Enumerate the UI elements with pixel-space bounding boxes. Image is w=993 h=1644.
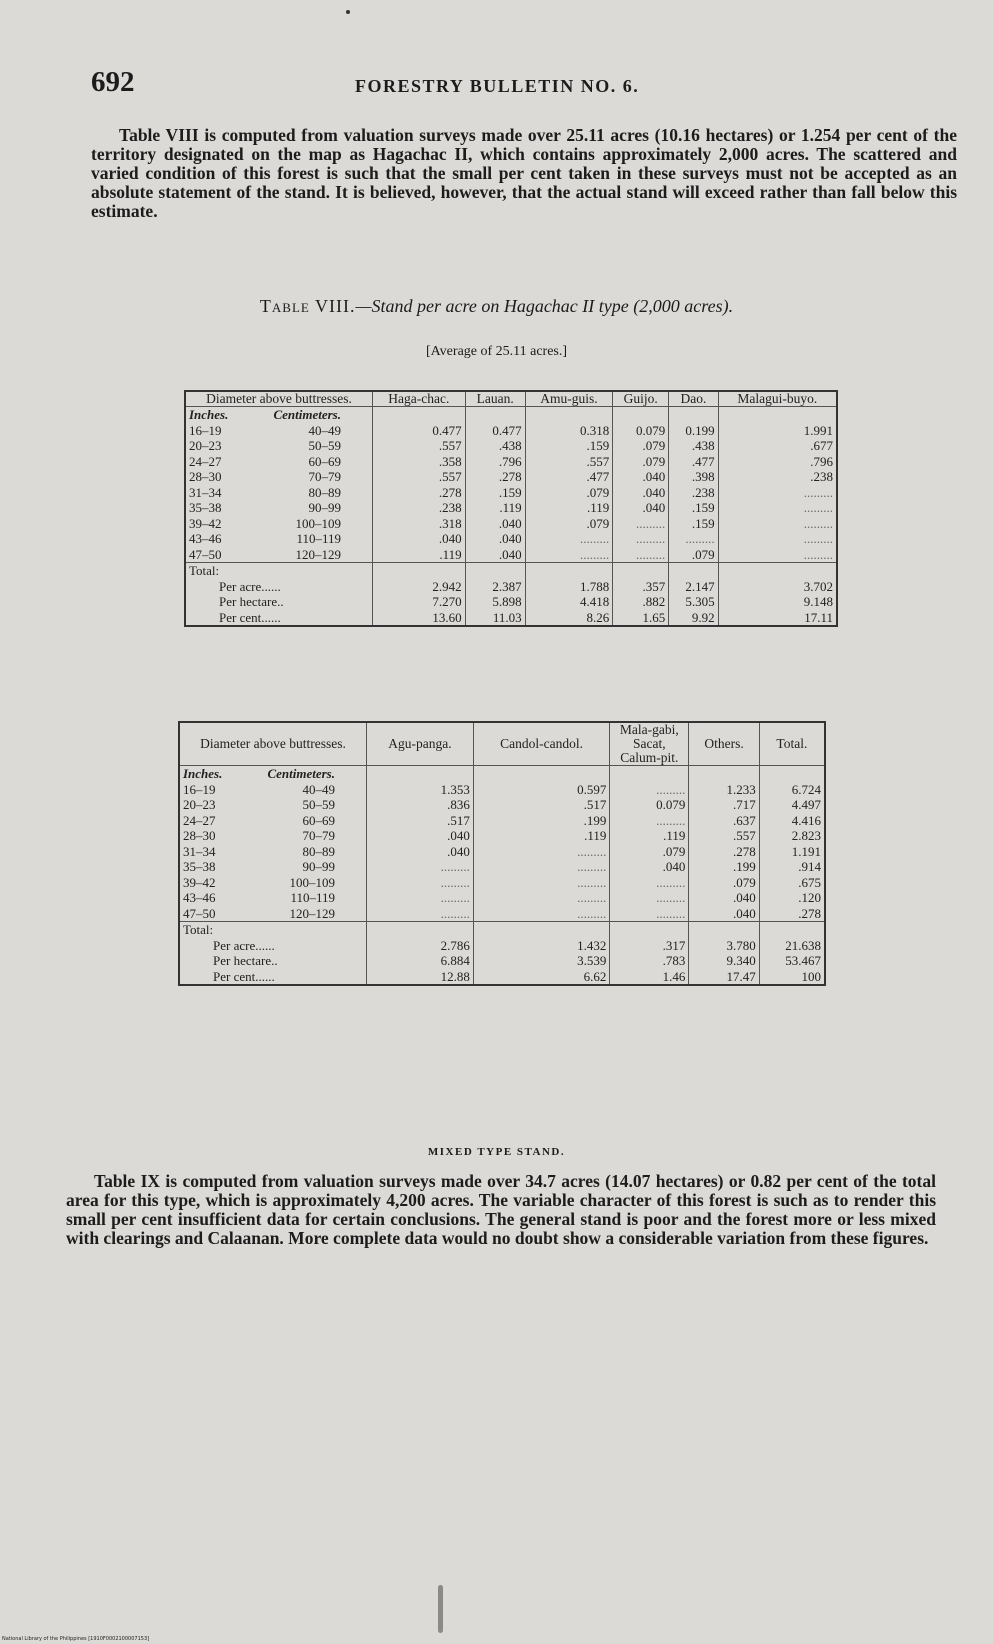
- diameter-inches: 47–50: [183, 905, 216, 921]
- cell-spacer: [613, 922, 685, 938]
- inches-unit: Inches.: [189, 407, 229, 422]
- diameter-inches: 20–23: [189, 438, 222, 453]
- table-cell: .079: [586, 484, 610, 500]
- total-label: Total:: [183, 922, 214, 937]
- section-heading: MIXED TYPE STAND.: [427, 1146, 566, 1158]
- cell-spacer: [477, 766, 606, 782]
- table-cell: .079: [642, 438, 666, 453]
- diameter-row: [189, 485, 369, 501]
- table-cell: .238: [438, 500, 462, 515]
- diameter-row: [183, 797, 363, 813]
- leader-dots: .........: [577, 890, 607, 905]
- total-cell: 2.387: [492, 578, 522, 594]
- species-header: Mala-gabi, Sacat, Calum-pit.: [610, 722, 689, 766]
- table-cell: .119: [499, 500, 522, 515]
- diameter-row: [189, 423, 369, 439]
- table-cell: .079: [691, 546, 715, 562]
- table-cell: .398: [691, 469, 715, 484]
- species-header: Haga-chac.: [373, 391, 466, 407]
- table-cell: .358: [438, 453, 462, 469]
- cell-spacer: [376, 407, 462, 423]
- total-cell: .882: [642, 594, 666, 609]
- total-cell: 3.539: [577, 953, 607, 968]
- page-number: 692: [91, 66, 135, 98]
- running-title: FORESTRY BULLETIN NO. 6.: [355, 76, 640, 96]
- leader-dots: .........: [577, 859, 607, 874]
- scan-smudge: [438, 1585, 443, 1633]
- table-cell: 1.353: [440, 781, 470, 797]
- leader-dots: .........: [656, 890, 686, 905]
- table-cell: 0.318: [580, 422, 610, 438]
- species-header: Amu-guis.: [525, 391, 613, 407]
- table-cell: .159: [691, 500, 715, 515]
- cell-spacer: [616, 407, 665, 423]
- diameter-cm: 60–69: [302, 812, 335, 828]
- diameter-inches: 35–38: [183, 859, 216, 874]
- cell-spacer: [616, 563, 665, 579]
- diameter-row: [183, 813, 363, 829]
- diameter-cm: 110–119: [296, 531, 341, 546]
- value-column: [613, 407, 669, 563]
- value-column: [373, 407, 466, 563]
- table-cell: .119: [663, 828, 686, 843]
- table-cell: 1.233: [726, 781, 756, 797]
- leader-dots: .........: [635, 515, 666, 531]
- total-column: [613, 563, 669, 627]
- table-cell: .557: [586, 453, 610, 469]
- table-cell: .477: [586, 469, 610, 484]
- table-cell: .040: [733, 905, 756, 921]
- cell-spacer: [477, 922, 606, 938]
- total-cell: 7.270: [432, 594, 462, 609]
- table-caption: [0, 296, 993, 317]
- total-cell: 6.884: [440, 953, 470, 968]
- leader-dots: .........: [580, 546, 610, 562]
- table-cell: .199: [583, 812, 607, 828]
- diameter-cm: 90–99: [302, 859, 335, 874]
- cell-spacer: [692, 922, 755, 938]
- table-cell: .278: [498, 469, 522, 484]
- total-cell: 8.26: [586, 609, 610, 625]
- leader-dots: .........: [440, 905, 470, 921]
- total-cell: 13.60: [432, 609, 462, 625]
- total-cell: .317: [662, 937, 686, 953]
- diameter-header: Diameter above buttresses.: [185, 391, 373, 407]
- diameter-inches: 31–34: [189, 484, 222, 500]
- scan-footer-note: National Library of the Philippines [1910F0002100007153]: [2, 1636, 150, 1642]
- diameter-row: [189, 454, 369, 470]
- table-label: Table VIII.: [259, 296, 356, 316]
- diameter-cm: 60–69: [308, 453, 341, 469]
- diameter-cm: 110–119: [290, 890, 335, 905]
- table-cell: .717: [733, 797, 756, 812]
- value-column: [367, 766, 474, 922]
- table-cell: .557: [733, 828, 756, 843]
- species-header: Guijo.: [613, 391, 669, 407]
- table-cell: .238: [691, 484, 715, 500]
- total-cell: 11.03: [492, 609, 522, 625]
- table-cell: 4.497: [791, 797, 821, 812]
- diameter-row: [189, 469, 369, 485]
- table-cell: .079: [662, 843, 686, 859]
- diameter-row: [189, 547, 369, 563]
- table-cell: .040: [498, 531, 522, 546]
- total-column: [525, 563, 613, 627]
- diameter-row: [183, 906, 363, 922]
- table-cell: .278: [798, 905, 821, 921]
- total-cell: 3.780: [726, 937, 756, 953]
- total-cell: 9.340: [726, 953, 756, 968]
- cell-spacer: [692, 766, 755, 782]
- total-cell: 4.418: [580, 594, 610, 609]
- table-cell: 0.079: [656, 797, 686, 812]
- table-cell: 0.597: [577, 781, 607, 797]
- value-column: [465, 407, 525, 563]
- table-cell: .040: [447, 843, 470, 859]
- diameter-inches: 39–42: [189, 515, 222, 531]
- diameter-cm: 50–59: [302, 797, 335, 812]
- leader-dots: .........: [635, 546, 666, 562]
- leader-dots: .........: [656, 781, 686, 797]
- cell-spacer: [529, 407, 610, 423]
- cell-spacer: [529, 563, 610, 579]
- table-cell: .557: [438, 438, 462, 453]
- table-cell: 0.477: [432, 422, 462, 438]
- table-cell: .040: [733, 890, 756, 905]
- diameter-row: [189, 500, 369, 516]
- unit-header: [189, 407, 369, 423]
- stand-table-part2: [178, 721, 826, 986]
- total-cell: 9.148: [803, 594, 833, 609]
- diameter-classes: [185, 407, 373, 563]
- total-cell: 3.702: [803, 578, 833, 594]
- diameter-cm: 50–59: [308, 438, 341, 453]
- table-cell: .796: [810, 453, 833, 469]
- leader-dots: .........: [440, 890, 470, 905]
- total-column: [367, 922, 474, 986]
- table-cell: .677: [810, 438, 833, 453]
- leader-dots: .........: [803, 484, 833, 500]
- cell-spacer: [722, 563, 833, 579]
- table-cell: .557: [438, 469, 462, 484]
- leader-dots: .........: [656, 905, 686, 921]
- total-cell: 1.65: [642, 609, 666, 625]
- diameter-cm: 100–109: [295, 515, 341, 531]
- value-column: [473, 766, 609, 922]
- table-cell: 0.199: [685, 422, 715, 438]
- total-cell: 12.88: [440, 968, 470, 984]
- cell-spacer: [613, 766, 685, 782]
- total-column: [610, 922, 689, 986]
- leader-dots: .........: [803, 500, 833, 515]
- stand-table-part1: [184, 390, 838, 627]
- leader-dots: .........: [803, 515, 833, 531]
- total-cell: 2.786: [440, 937, 470, 953]
- unit-header: [183, 766, 363, 782]
- table-cell: 0.079: [635, 422, 666, 438]
- closing-paragraph: Table IX is computed from valuation surveys made over 34.7 acres (14.07 hectares) or 0.82 per cent of the total area for this type, which is approximately 4,200 acres. The variable character of this forest is such as to render this small per cent insufficient data for certain conclusions. The general stand is poor and the forest more or less mixed with clearings and Calaanan. More complete data would no doubt show a considerable variation from these figures.: [66, 1171, 936, 1248]
- table-cell: .517: [447, 812, 470, 828]
- table-cell: .238: [810, 469, 833, 484]
- leader-dots: .........: [685, 531, 715, 546]
- inches-unit: Inches.: [183, 766, 223, 781]
- leader-dots: .........: [440, 874, 470, 890]
- total-column: [718, 563, 837, 627]
- species-header: Dao.: [669, 391, 718, 407]
- total-row-label: Per hectare..: [213, 953, 278, 968]
- diameter-inches: 43–46: [189, 531, 222, 546]
- total-cell: 21.638: [785, 937, 821, 953]
- diameter-row: [183, 828, 363, 844]
- cell-spacer: [469, 563, 522, 579]
- diameter-cm: 80–89: [302, 843, 335, 859]
- diameter-inches: 43–46: [183, 890, 216, 905]
- diameter-cm: 120–129: [289, 905, 335, 921]
- diameter-row: [183, 844, 363, 860]
- diameter-inches: 28–30: [189, 469, 222, 484]
- diameter-cm: 40–49: [302, 781, 335, 797]
- table-cell: .040: [498, 515, 522, 531]
- cell-spacer: [763, 922, 821, 938]
- table-cell: .040: [498, 546, 522, 562]
- table-cell: .159: [586, 438, 610, 453]
- diameter-inches: 20–23: [183, 797, 216, 812]
- total-row-label: Per acre......: [219, 578, 281, 594]
- table-cell: .040: [642, 500, 666, 515]
- diameter-cm: 80–89: [308, 484, 341, 500]
- total-cell: 53.467: [785, 953, 821, 968]
- table-cell: .079: [733, 874, 756, 890]
- table-cell: .836: [447, 797, 470, 812]
- total-column: [473, 922, 609, 986]
- total-column: [689, 922, 759, 986]
- total-row-label: Per cent......: [219, 609, 281, 625]
- diameter-inches: 31–34: [183, 843, 216, 859]
- cell-spacer: [376, 563, 462, 579]
- total-cell: 2.942: [432, 578, 462, 594]
- table-cell: .040: [642, 484, 666, 500]
- total-labels: [185, 563, 373, 627]
- table-cell: .675: [798, 874, 821, 890]
- total-labels: [179, 922, 367, 986]
- leader-dots: .........: [577, 905, 607, 921]
- total-cell: 2.147: [685, 578, 715, 594]
- table-cell: 2.823: [791, 828, 821, 843]
- diameter-inches: 47–50: [189, 546, 222, 562]
- intro-paragraph: Table VIII is computed from valuation surveys made over 25.11 acres (10.16 hectares) or 1.254 per cent of the territory designated on the map as Hagachac II, which contains approximately 2,000 acres. The scattered and varied condition of this forest is such that the small per cent taken in these surveys must not be accepted as an absolute statement of the stand. It is believed, however, that the actual stand will exceed rather than fall below this estimate.: [91, 125, 957, 221]
- cell-spacer: [370, 922, 470, 938]
- diameter-inches: 39–42: [183, 874, 216, 890]
- total-column: [669, 563, 718, 627]
- total-cell: .357: [642, 578, 666, 594]
- table-cell: .159: [498, 484, 522, 500]
- diameter-cm: 70–79: [308, 469, 341, 484]
- leader-dots: .........: [635, 531, 666, 546]
- total-column: [759, 922, 825, 986]
- value-column: [718, 407, 837, 563]
- table-cell: .796: [498, 453, 522, 469]
- diameter-row: [183, 859, 363, 875]
- table-cell: 1.991: [803, 422, 833, 438]
- diameter-inches: 24–27: [189, 453, 222, 469]
- diameter-cm: 120–129: [295, 546, 341, 562]
- diameter-row: [189, 531, 369, 547]
- table-cell: .119: [584, 828, 607, 843]
- leader-dots: .........: [656, 874, 686, 890]
- total-cell: 1.432: [577, 937, 607, 953]
- diameter-header: Diameter above buttresses.: [179, 722, 367, 766]
- leader-dots: .........: [656, 812, 686, 828]
- table-subtitle: [Average of 25.11 acres.]: [425, 344, 568, 359]
- table-title: —Stand per acre on Hagachac II type (2,000 acres).: [355, 296, 734, 316]
- species-header: Lauan.: [465, 391, 525, 407]
- diameter-row: [183, 782, 363, 798]
- total-cell: 6.62: [583, 968, 607, 984]
- value-column: [689, 766, 759, 922]
- total-cell: 5.898: [492, 594, 522, 609]
- diameter-cm: 90–99: [308, 500, 341, 515]
- table-cell: .438: [691, 438, 715, 453]
- table-cell: .477: [691, 453, 715, 469]
- table-cell: .438: [498, 438, 522, 453]
- table-cell: 1.191: [791, 843, 821, 859]
- leader-dots: .........: [577, 874, 607, 890]
- species-header: Total.: [759, 722, 825, 766]
- cell-spacer: [672, 407, 714, 423]
- diameter-inches: 28–30: [183, 828, 216, 843]
- diameter-row: [189, 438, 369, 454]
- species-header: Candol-candol.: [473, 722, 609, 766]
- table-cell: .517: [583, 797, 607, 812]
- diameter-row: [183, 890, 363, 906]
- table-cell: .120: [798, 890, 821, 905]
- total-row-label: Per acre......: [213, 937, 275, 953]
- table-cell: .278: [438, 484, 462, 500]
- cell-spacer: [469, 407, 522, 423]
- total-cell: 9.92: [691, 609, 715, 625]
- table-cell: .040: [642, 469, 666, 484]
- species-header: Others.: [689, 722, 759, 766]
- table-cell: .119: [439, 546, 462, 562]
- total-cell: .783: [662, 953, 686, 968]
- total-cell: 17.11: [804, 609, 833, 625]
- value-column: [525, 407, 613, 563]
- diameter-inches: 16–19: [189, 422, 222, 438]
- total-cell: 5.305: [685, 594, 715, 609]
- table-cell: .637: [733, 812, 756, 828]
- diameter-row: [189, 516, 369, 532]
- total-column: [373, 563, 466, 627]
- diameter-cm: 40–49: [308, 422, 341, 438]
- diameter-row: [183, 875, 363, 891]
- total-column: [465, 563, 525, 627]
- diameter-inches: 24–27: [183, 812, 216, 828]
- cell-spacer: [722, 407, 833, 423]
- value-column: [759, 766, 825, 922]
- total-cell: 17.47: [726, 968, 756, 984]
- table-cell: .914: [798, 859, 821, 874]
- centimeters-unit: Centimeters.: [267, 766, 335, 781]
- leader-dots: .........: [803, 546, 833, 562]
- leader-dots: .........: [440, 859, 470, 874]
- species-header: Agu-panga.: [367, 722, 474, 766]
- value-column: [610, 766, 689, 922]
- cell-spacer: [763, 766, 821, 782]
- table-cell: .079: [642, 453, 666, 469]
- table-cell: .040: [438, 531, 462, 546]
- table-cell: 6.724: [791, 781, 821, 797]
- total-label: Total:: [189, 563, 220, 578]
- table-cell: 4.416: [791, 812, 821, 828]
- table-cell: .199: [733, 859, 756, 874]
- total-cell: 1.46: [662, 968, 686, 984]
- diameter-cm: 70–79: [302, 828, 335, 843]
- total-cell: 1.788: [580, 578, 610, 594]
- centimeters-unit: Centimeters.: [273, 407, 341, 422]
- table-cell: .119: [586, 500, 610, 515]
- table-cell: .079: [586, 515, 610, 531]
- ink-speck: [346, 10, 350, 14]
- diameter-inches: 35–38: [189, 500, 222, 515]
- diameter-inches: 16–19: [183, 781, 216, 797]
- cell-spacer: [370, 766, 470, 782]
- species-header: Malagui-buyo.: [718, 391, 837, 407]
- total-row-label: Per hectare..: [219, 594, 284, 609]
- leader-dots: .........: [580, 531, 610, 546]
- table-cell: .318: [438, 515, 462, 531]
- total-row-label: Per cent......: [213, 968, 275, 984]
- table-cell: .040: [662, 859, 686, 874]
- table-cell: .159: [691, 515, 715, 531]
- table-cell: .040: [447, 828, 470, 843]
- total-cell: 100: [801, 968, 821, 984]
- leader-dots: .........: [803, 531, 833, 546]
- table-cell: .278: [733, 843, 756, 859]
- diameter-classes: [179, 766, 367, 922]
- table-cell: 0.477: [492, 422, 522, 438]
- leader-dots: .........: [577, 843, 607, 859]
- cell-spacer: [672, 563, 714, 579]
- value-column: [669, 407, 718, 563]
- diameter-cm: 100–109: [289, 874, 335, 890]
